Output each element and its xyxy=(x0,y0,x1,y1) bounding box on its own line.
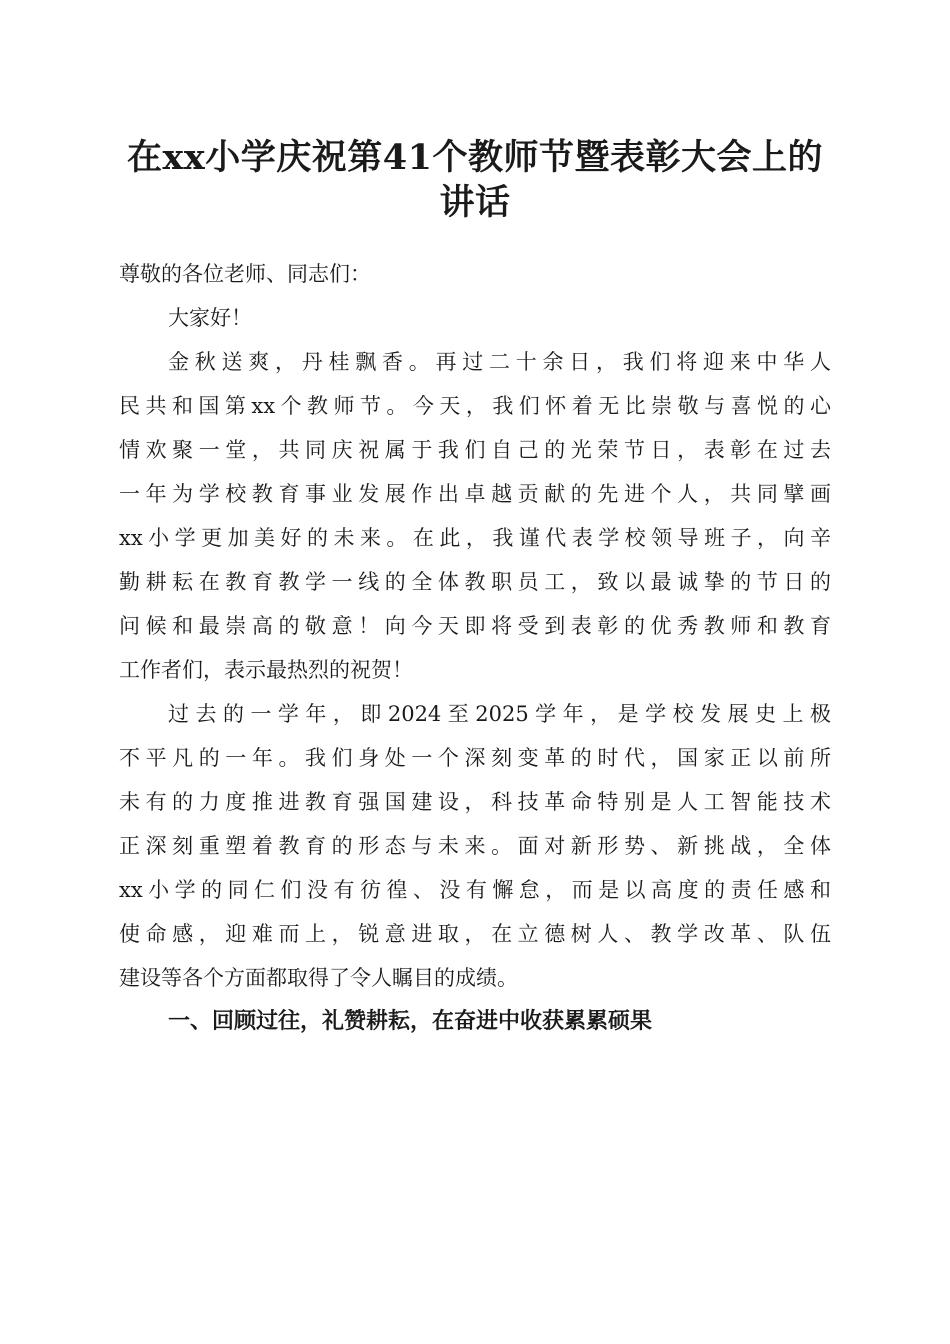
document-title xyxy=(110,135,840,225)
paragraph-2-line: 使命感，迎难而上，锐意进取，在立德树人、教学改革、队伍 xyxy=(119,922,831,946)
paragraph-1-line: 情欢聚一堂，共同庆祝属于我们自己的光荣节日，表彰在过去 xyxy=(119,438,831,462)
paragraph-2-line: 未有的力度推进教育强国建设，科技革命特别是人工智能技术 xyxy=(119,790,831,814)
title-line-1: 在xx小学庆祝第41个教师节暨表彰大会上的 xyxy=(127,137,823,178)
paragraph-2-line: 不平凡的一年。我们身处一个深刻变革的时代，国家正以前所 xyxy=(119,746,831,770)
paragraph-2-line: 建设等各个方面都取得了令人瞩目的成绩。 xyxy=(119,966,518,990)
paragraph-2-line: xx小学的同仁们没有彷徨、没有懈怠，而是以高度的责任感和 xyxy=(119,878,831,902)
paragraph-2-line: 过去的一学年，即2024至2025学年，是学校发展史上极 xyxy=(168,702,831,726)
document-body xyxy=(119,252,831,1044)
paragraph-1-line: 金秋送爽，丹桂飘香。再过二十余日，我们将迎来中华人 xyxy=(168,350,831,374)
paragraph-1-line: 民共和国第xx个教师节。今天，我们怀着无比崇敬与喜悦的心 xyxy=(119,394,831,418)
paragraph-1-line: 一年为学校教育事业发展作出卓越贡献的先进个人，共同擘画 xyxy=(119,482,831,506)
salutation: 尊敬的各位老师、同志们： xyxy=(119,262,371,286)
paragraph-1-line: 工作者们，表示最热烈的祝贺！ xyxy=(119,658,413,682)
title-line-2: 讲话 xyxy=(439,182,511,223)
paragraph-1-line: 问候和最崇高的敬意！向今天即将受到表彰的优秀教师和教育 xyxy=(119,614,831,638)
greeting: 大家好！ xyxy=(168,306,252,330)
paragraph-2-line: 正深刻重塑着教育的形态与未来。面对新形势、新挑战，全体 xyxy=(119,834,831,858)
section-heading: 一、回顾过往，礼赞耕耘，在奋进中收获累累硕果 xyxy=(168,1009,653,1034)
paragraph-1-line: xx小学更加美好的未来。在此，我谨代表学校领导班子，向辛 xyxy=(119,526,831,550)
paragraph-1-line: 勤耕耘在教育教学一线的全体教职员工，致以最诚挚的节日的 xyxy=(119,570,831,594)
